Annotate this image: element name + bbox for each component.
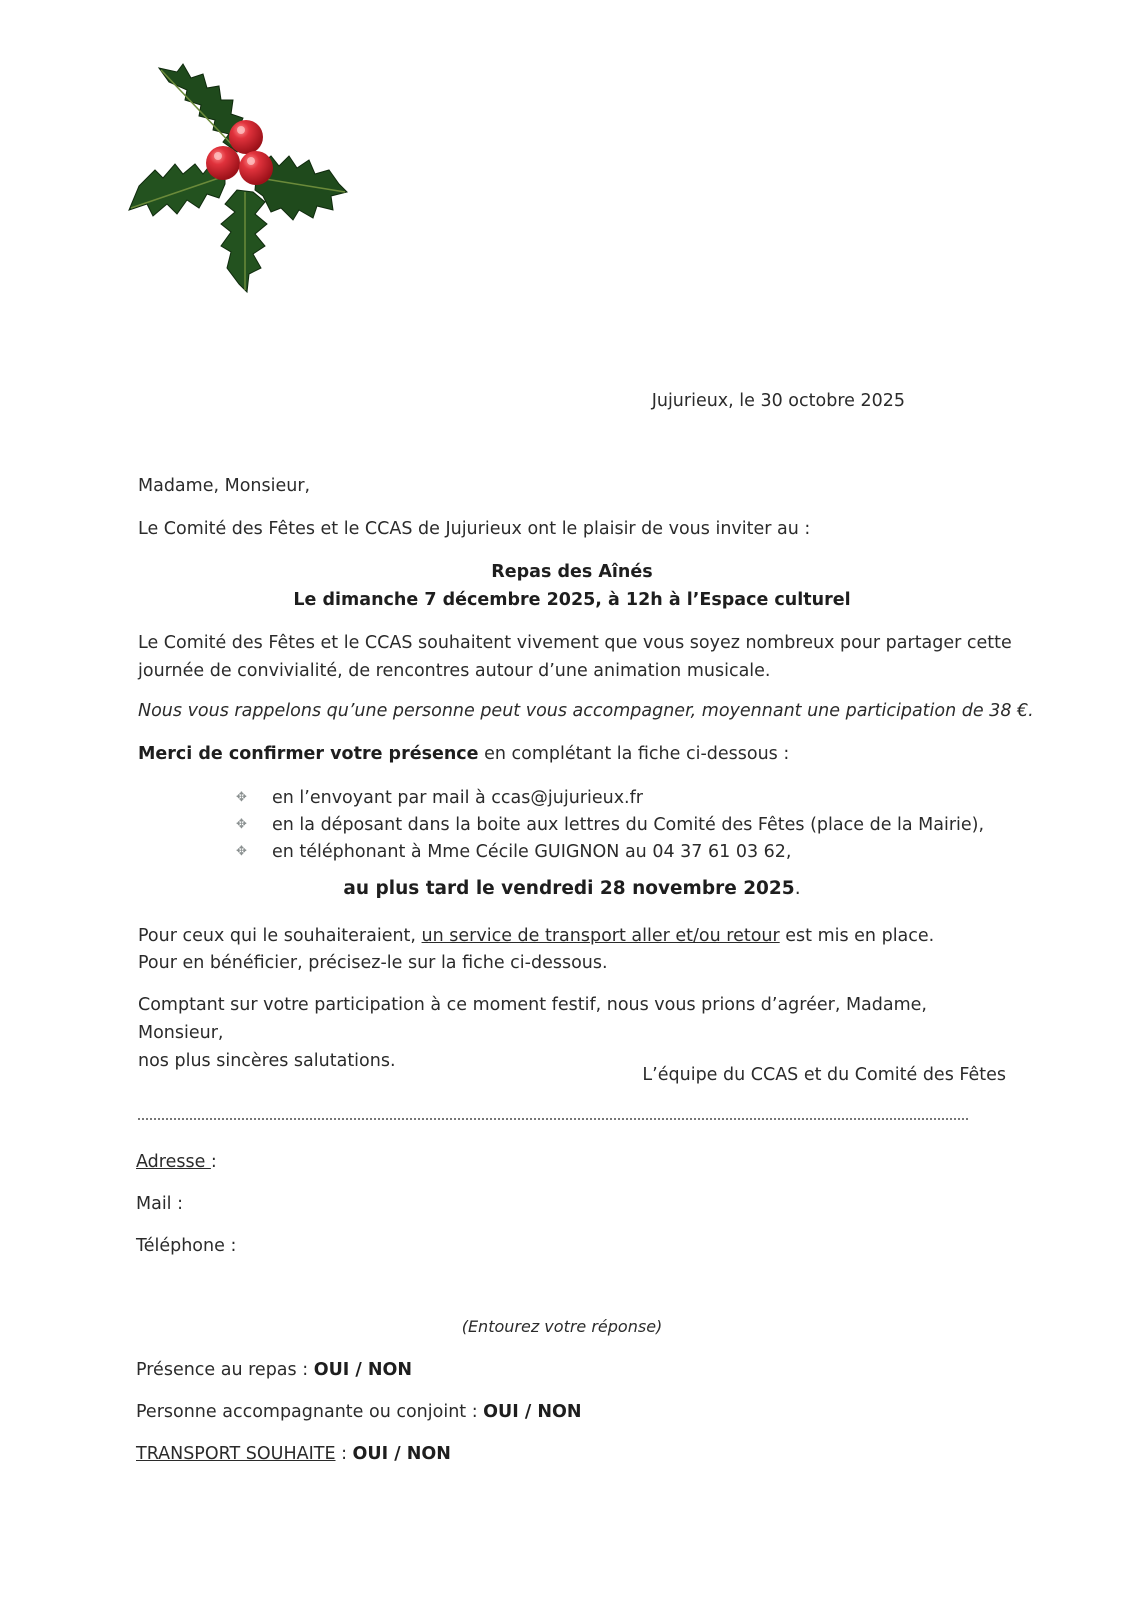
deadline-text: au plus tard le vendredi 28 novembre 2025 (343, 878, 795, 899)
address-label: Adresse (136, 1152, 211, 1172)
list-item (236, 811, 984, 838)
transport-label: TRANSPORT SOUHAITE (136, 1444, 336, 1464)
event-title: Repas des Aînés (491, 562, 653, 582)
phone-field[interactable]: Téléphone : (136, 1236, 237, 1256)
transport-separator: : (335, 1444, 353, 1464)
form-instruction: (Entourez votre réponse) (461, 1317, 663, 1336)
confirm-rest-text: en complétant la fiche ci-dessous : (478, 744, 790, 764)
intro-line-1: Le Comité des Fêtes et le CCAS souhaitent vivement que vous soyez nombreux pour partager cette (138, 633, 1012, 653)
transport-answer-options[interactable]: OUI / NON (352, 1444, 451, 1464)
contact-methods-list (236, 784, 984, 865)
event-date: Le dimanche 7 décembre 2025, à 12h à l’Espace culturel (293, 590, 851, 610)
companion-answer-options[interactable]: OUI / NON (483, 1402, 582, 1422)
address-field[interactable] (136, 1149, 217, 1177)
bullet-text-mailbox: en la déposant dans la boite aux lettres du Comité des Fêtes (place de la Mairie), (272, 814, 985, 835)
transport-line-1 (138, 923, 934, 951)
transport-pre: Pour ceux qui le souhaiteraient, (138, 926, 422, 946)
presence-answer-options[interactable]: OUI / NON (313, 1360, 413, 1380)
transport-question (136, 1441, 451, 1469)
signature: L’équipe du CCAS et du Comité des Fêtes (642, 1065, 1006, 1085)
list-item (236, 784, 984, 811)
transport-post: est mis en place. (779, 926, 935, 946)
confirm-bold-text: Merci de confirmer votre présence (138, 744, 479, 764)
confirm-line (138, 741, 789, 769)
address-colon: : (210, 1152, 217, 1172)
mail-field[interactable]: Mail : (136, 1194, 184, 1214)
letter-date: Jujurieux, le 30 octobre 2025 (651, 391, 905, 411)
companion-label: Personne accompagnante ou conjoint : (136, 1402, 484, 1422)
transport-service-text: un service de transport aller et/ou retour (421, 926, 780, 946)
bullet-ornament-icon: ✥ (236, 790, 247, 805)
bullet-text-mail: en l’envoyant par mail à ccas@jujurieux.fr (272, 787, 643, 808)
presence-question (136, 1357, 412, 1385)
reminder-text: Nous vous rappelons qu’une personne peut vous accompagner, moyennant une participation de 38 €. (138, 701, 1034, 721)
intro-paragraph (138, 629, 1018, 685)
holly-icon (125, 60, 350, 295)
invite-line: Le Comité des Fêtes et le CCAS de Jujurieux ont le plaisir de vous inviter au : (138, 519, 811, 539)
intro-line-2: journée de convivialité, de rencontres autour d’une animation musicale. (138, 661, 771, 681)
closing-line-2: nos plus sincères salutations. (138, 1051, 396, 1071)
companion-question (136, 1399, 582, 1427)
bullet-ornament-icon: ✥ (236, 844, 247, 859)
bullet-ornament-icon: ✥ (236, 817, 247, 832)
transport-line-2: Pour en bénéficier, précisez-le sur la fiche ci-dessous. (138, 953, 608, 973)
list-item (236, 838, 984, 865)
deadline-dot: . (794, 878, 801, 899)
presence-label: Présence au repas : (136, 1360, 314, 1380)
cut-line-separator (138, 1118, 968, 1120)
greeting: Madame, Monsieur, (138, 476, 311, 496)
deadline-line (138, 878, 1006, 899)
bullet-text-phone: en téléphonant à Mme Cécile GUIGNON au 04 37 61 03 62, (272, 841, 792, 862)
closing-line-1: Comptant sur votre participation à ce moment festif, nous vous prions d’agréer, Madame, Monsieur, (138, 995, 927, 1043)
